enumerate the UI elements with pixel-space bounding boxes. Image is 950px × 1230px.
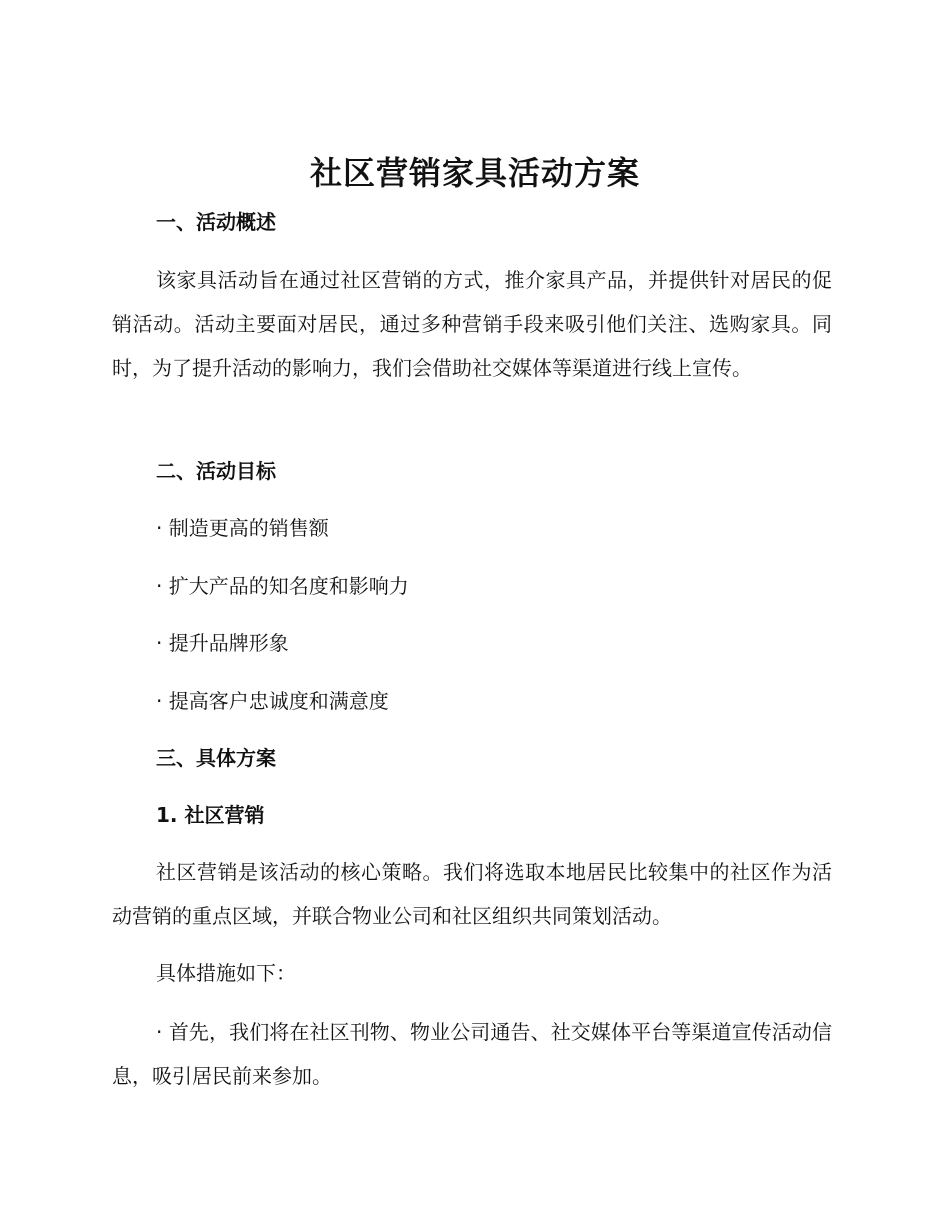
goal-item-1: · 制造更高的销售额 <box>156 516 329 540</box>
goal-item-2: · 扩大产品的知名度和影响力 <box>156 574 409 598</box>
overview-paragraph: 该家具活动旨在通过社区营销的方式，推介家具产品，并提供针对居民的促销活动。活动主要面对居民，通过多种营销手段来吸引他们关注、选购家具。同时，为了提升活动的影响力，我们会借助社交媒体等渠道进行线上宣传。 <box>112 268 832 380</box>
document-title: 社区营销家具活动方案 <box>309 154 640 192</box>
subsection-heading-community-marketing: 1. 社区营销 <box>156 803 265 827</box>
section-heading-goals: 二、活动目标 <box>156 459 276 483</box>
community-marketing-paragraph: 社区营销是该活动的核心策略。我们将选取本地居民比较集中的社区作为活动营销的重点区域，并联合物业公司和社区组织共同策划活动。 <box>112 860 832 928</box>
section-heading-overview: 一、活动概述 <box>156 210 276 234</box>
section-heading-plan: 三、具体方案 <box>156 746 276 770</box>
measures-intro: 具体措施如下： <box>156 961 296 985</box>
measure-item-1: · 首先，我们将在社区刊物、物业公司通告、社交媒体平台等渠道宣传活动信息，吸引居民前来参加。 <box>112 1020 832 1088</box>
goal-item-4: · 提高客户忠诚度和满意度 <box>156 689 389 713</box>
goal-item-3: · 提升品牌形象 <box>156 631 289 655</box>
